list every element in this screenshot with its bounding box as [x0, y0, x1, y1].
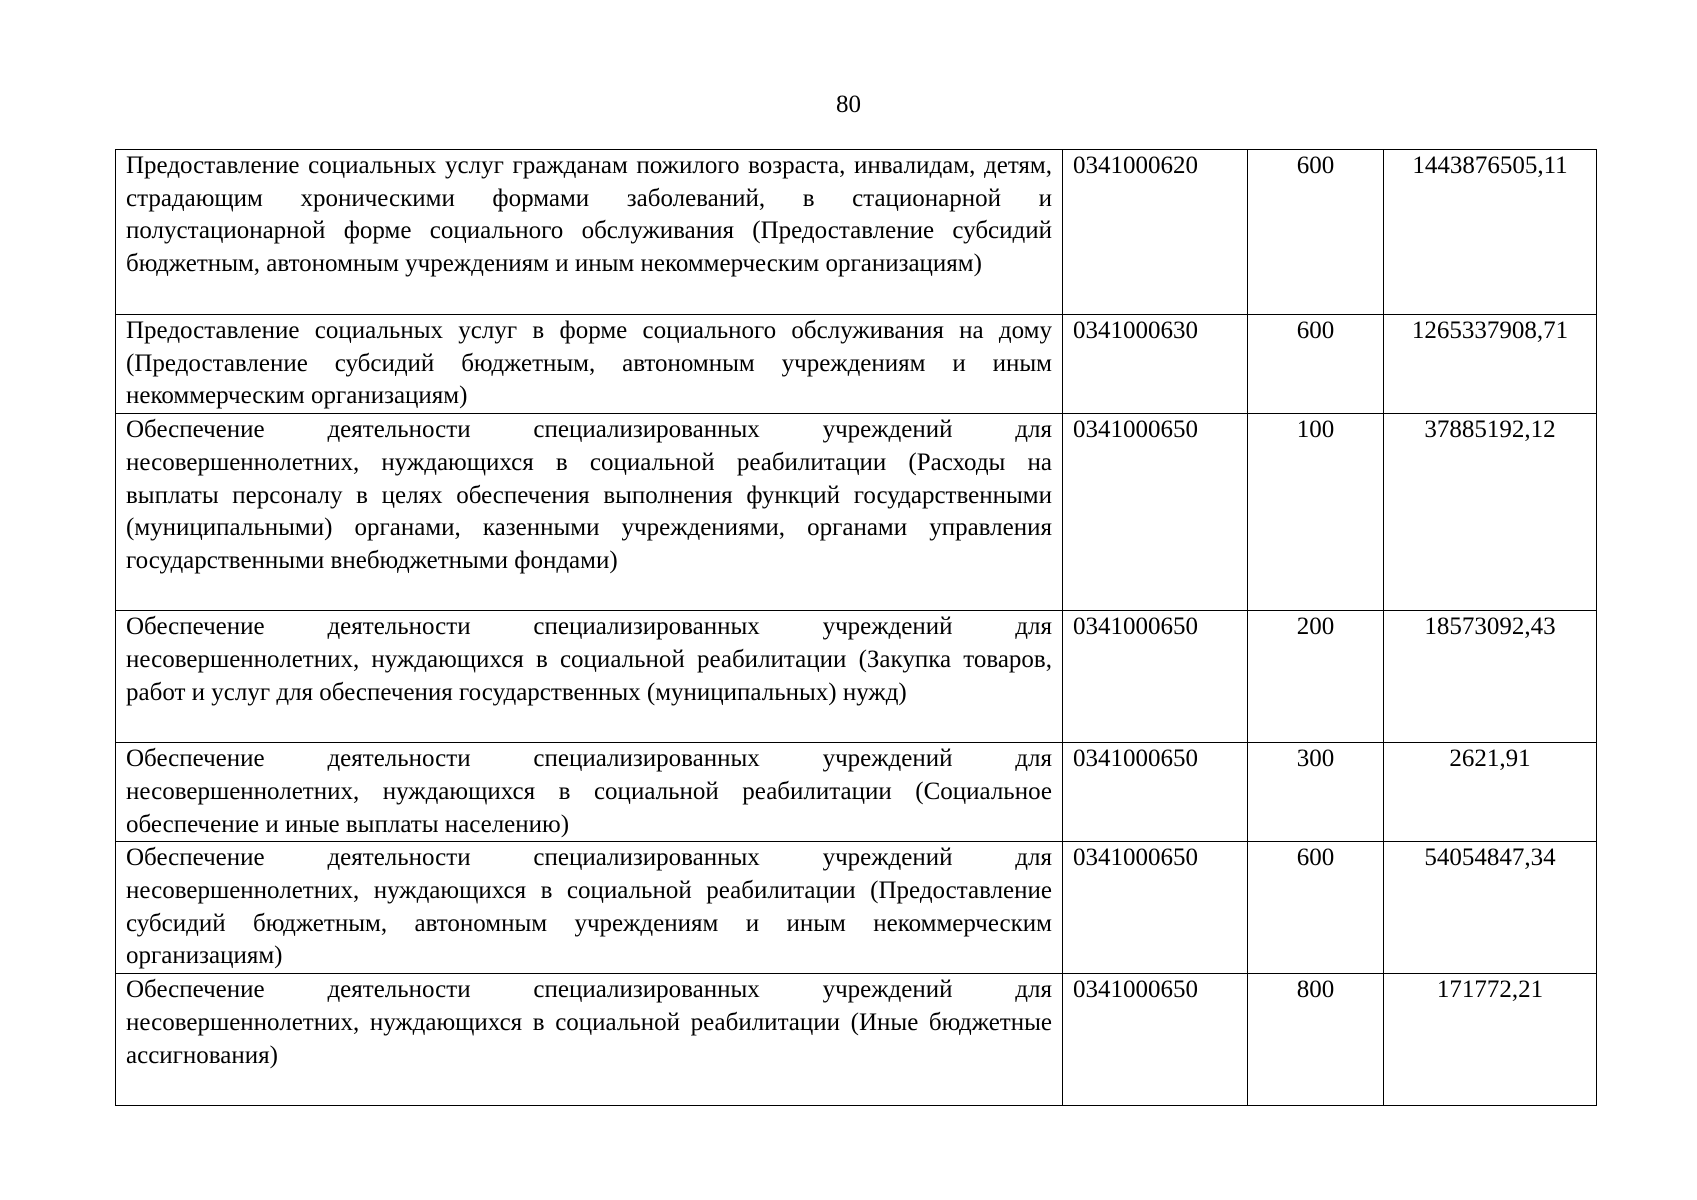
target-code: 0341000650 — [1063, 414, 1248, 611]
table-row — [116, 842, 1597, 974]
amount: 18573092,43 — [1384, 611, 1597, 743]
row-description: Обеспечение деятельности специализированных учреждений для несовершеннолетних, нуждающихся в социальной реабилитации (Предоставление субсидий бюджетным, автономным учреждениям и иным некоммерческим организациям) — [116, 842, 1063, 974]
expense-type-code: 300 — [1248, 743, 1384, 842]
expense-type-code: 600 — [1248, 315, 1384, 414]
budget-table — [115, 149, 1597, 1106]
expense-type-code: 600 — [1248, 842, 1384, 974]
table-row — [116, 743, 1597, 842]
amount: 1265337908,71 — [1384, 315, 1597, 414]
row-description: Обеспечение деятельности специализированных учреждений для несовершеннолетних, нуждающихся в социальной реабилитации (Социальное обеспечение и иные выплаты населению) — [116, 743, 1063, 842]
target-code: 0341000650 — [1063, 842, 1248, 974]
table-row — [116, 414, 1597, 611]
target-code: 0341000650 — [1063, 611, 1248, 743]
target-code: 0341000630 — [1063, 315, 1248, 414]
page-number: 80 — [836, 91, 861, 118]
row-description: Обеспечение деятельности специализированных учреждений для несовершеннолетних, нуждающихся в социальной реабилитации (Иные бюджетные ассигнования) — [116, 974, 1063, 1106]
expense-type-code: 800 — [1248, 974, 1384, 1106]
amount: 37885192,12 — [1384, 414, 1597, 611]
row-description: Предоставление социальных услуг гражданам пожилого возраста, инвалидам, детям, страдающим хроническими формами заболеваний, в стационарной и полустационарной форме социального обслуживания (Предоставление субсидий бюджетным, автономным учреждениям и иным некоммерческим организациям) — [116, 150, 1063, 315]
row-description: Предоставление социальных услуг в форме социального обслуживания на дому (Предоставление субсидий бюджетным, автономным учреждениям и иным некоммерческим организациям) — [116, 315, 1063, 414]
target-code: 0341000620 — [1063, 150, 1248, 315]
amount: 2621,91 — [1384, 743, 1597, 842]
target-code: 0341000650 — [1063, 743, 1248, 842]
expense-type-code: 100 — [1248, 414, 1384, 611]
table-row — [116, 974, 1597, 1106]
amount: 54054847,34 — [1384, 842, 1597, 974]
table-row — [116, 150, 1597, 315]
expense-type-code: 200 — [1248, 611, 1384, 743]
amount: 171772,21 — [1384, 974, 1597, 1106]
amount: 1443876505,11 — [1384, 150, 1597, 315]
table-row — [116, 315, 1597, 414]
row-description: Обеспечение деятельности специализированных учреждений для несовершеннолетних, нуждающихся в социальной реабилитации (Расходы на выплаты персоналу в целях обеспечения выполнения функций государственными (муниципальными) органами, казенными учреждениями, органами управления государственными внебюджетными фондами) — [116, 414, 1063, 611]
expense-type-code: 600 — [1248, 150, 1384, 315]
table-row — [116, 611, 1597, 743]
target-code: 0341000650 — [1063, 974, 1248, 1106]
row-description: Обеспечение деятельности специализированных учреждений для несовершеннолетних, нуждающихся в социальной реабилитации (Закупка товаров, работ и услуг для обеспечения государственных (муниципальных) нужд) — [116, 611, 1063, 743]
